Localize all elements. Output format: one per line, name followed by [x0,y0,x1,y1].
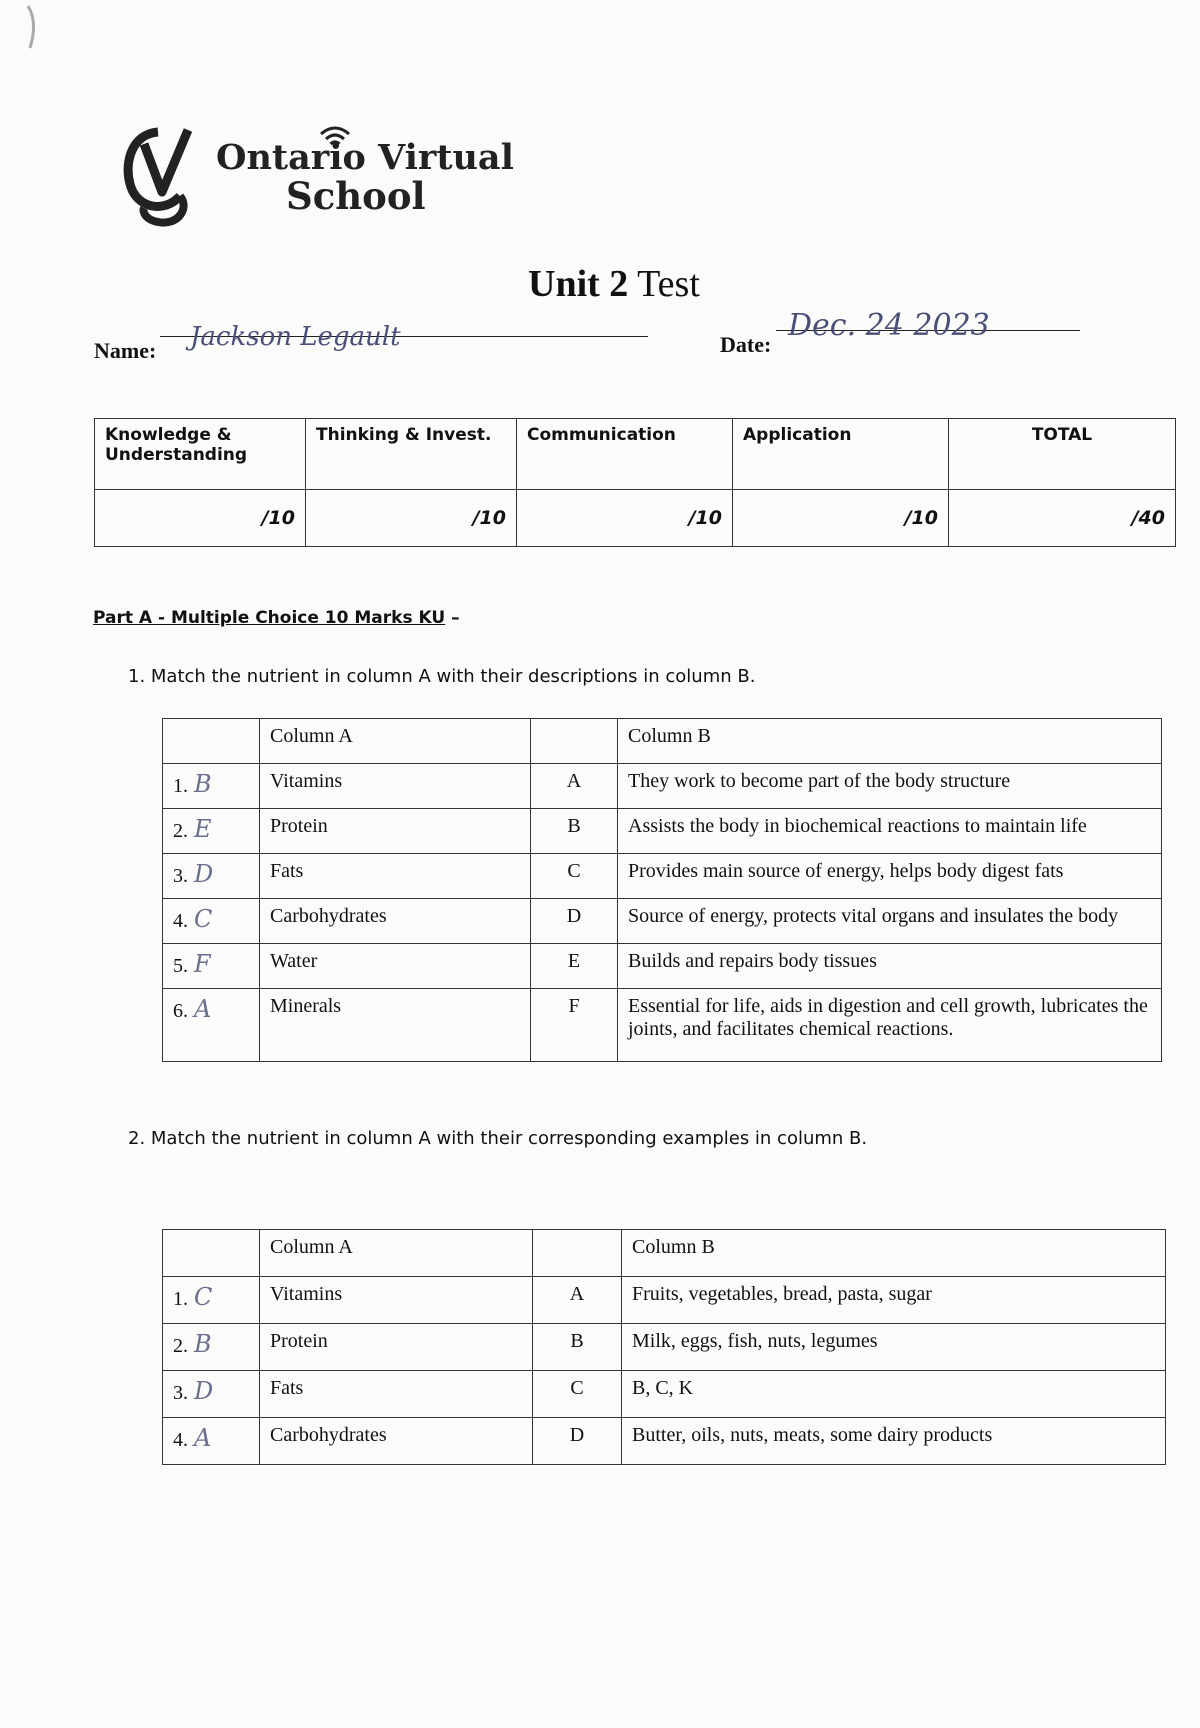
handwritten-answer: F [194,950,211,978]
description-cell: They work to become part of the body structure [618,764,1162,809]
nutrient-cell: Water [260,944,531,989]
row-number-cell [163,989,260,1062]
table-row [163,1324,1166,1371]
q1-header-blank-2 [531,719,618,764]
handwritten-answer: B [194,1330,212,1358]
row-number: 4. [173,1429,188,1451]
nutrient-cell: Carbohydrates [260,1418,533,1465]
q1-header-row [163,719,1162,764]
description-cell: Assists the body in biochemical reactions to maintain life [618,809,1162,854]
score-total: /40 [949,490,1176,547]
table-row [163,944,1162,989]
table-row [163,854,1162,899]
date-value: Dec. 24 2023 [788,308,990,343]
header-thinking: Thinking & Invest. [306,419,517,490]
row-number-cell [163,899,260,944]
row-number: 4. [173,910,188,932]
question-1-table [162,718,1162,1062]
nutrient-cell: Fats [260,854,531,899]
title-rest: Test [628,263,700,305]
date-label: Date: [720,332,772,357]
table-row [163,1277,1166,1324]
marks-table [94,418,1176,547]
letter-cell: C [533,1371,622,1418]
question-1-prompt: 1. Match the nutrient in column A with their descriptions in column B. [128,666,756,687]
wifi-icon [318,125,352,149]
q2-header-row [163,1230,1166,1277]
description-cell: Butter, oils, nuts, meats, some dairy products [622,1418,1166,1465]
header-total: TOTAL [949,419,1176,490]
row-number-cell [163,1418,260,1465]
handwritten-answer: A [194,1424,212,1452]
row-number-cell [163,1277,260,1324]
table-row [163,989,1162,1062]
nutrient-cell: Fats [260,1371,533,1418]
nutrient-cell: Vitamins [260,1277,533,1324]
description-cell: B, C, K [622,1371,1166,1418]
row-number-cell [163,1371,260,1418]
q1-col-b-header: Column B [618,719,1162,764]
nutrient-cell: Vitamins [260,764,531,809]
letter-cell: C [531,854,618,899]
question-2-table [162,1229,1166,1465]
header-communication: Communication [517,419,733,490]
letter-cell: B [531,809,618,854]
letter-cell: D [531,899,618,944]
q2-header-blank [163,1230,260,1277]
header-knowledge: Knowledge & Understanding [95,419,306,490]
table-row [163,809,1162,854]
nutrient-cell: Protein [260,809,531,854]
row-number: 3. [173,865,188,887]
row-number-cell [163,854,260,899]
row-number: 1. [173,1288,188,1310]
marks-score-row [95,490,1176,547]
score-knowledge: /10 [95,490,306,547]
name-label: Name: [94,338,157,363]
letter-cell: D [533,1418,622,1465]
question-2-prompt: 2. Match the nutrient in column A with their corresponding examples in column B. [128,1128,868,1149]
row-number: 2. [173,1335,188,1357]
score-thinking: /10 [306,490,517,547]
q2-col-b-header: Column B [622,1230,1166,1277]
row-number-cell [163,944,260,989]
q1-header-blank [163,719,260,764]
handwritten-answer: A [194,995,212,1023]
description-cell: Source of energy, protects vital organs and insulates the body [618,899,1162,944]
score-communication: /10 [517,490,733,547]
scan-edge-mark [24,4,44,54]
score-application: /10 [733,490,949,547]
q2-header-blank-2 [533,1230,622,1277]
handwritten-answer: E [194,815,212,843]
handwritten-answer: C [194,1283,213,1311]
letter-cell: F [531,989,618,1062]
description-cell: Builds and repairs body tissues [618,944,1162,989]
part-a-title: Part A - Multiple Choice 10 Marks KU [93,608,446,628]
table-row [163,764,1162,809]
description-cell: Essential for life, aids in digestion and cell growth, lubricates the joints, and facilitates chemical reactions. [618,989,1162,1062]
name-value: Jackson Legault [190,322,401,352]
description-cell: Milk, eggs, fish, nuts, legumes [622,1324,1166,1371]
marks-header-row [95,419,1176,490]
handwritten-answer: C [194,905,213,933]
description-cell: Provides main source of energy, helps body digest fats [618,854,1162,899]
ovs-monogram-icon [118,122,206,232]
logo-line-2: School [286,174,426,218]
q1-col-a-header: Column A [260,719,531,764]
description-cell: Fruits, vegetables, bread, pasta, sugar [622,1277,1166,1324]
table-row [163,899,1162,944]
table-row [163,1418,1166,1465]
header-application: Application [733,419,949,490]
row-number: 3. [173,1382,188,1404]
nutrient-cell: Carbohydrates [260,899,531,944]
row-number: 6. [173,1000,188,1022]
title-bold: Unit 2 [528,263,629,305]
row-number: 2. [173,820,188,842]
letter-cell: A [531,764,618,809]
letter-cell: B [533,1324,622,1371]
nutrient-cell: Minerals [260,989,531,1062]
letter-cell: A [533,1277,622,1324]
page-title [528,262,700,306]
part-a-heading [93,608,460,628]
handwritten-answer: D [194,860,214,888]
school-logo [118,122,514,232]
row-number-cell [163,764,260,809]
table-row [163,1371,1166,1418]
handwritten-answer: D [194,1377,214,1405]
part-a-dash: – [445,608,460,628]
handwritten-answer: B [194,770,212,798]
row-number-cell [163,1324,260,1371]
row-number: 5. [173,955,188,977]
q2-col-a-header: Column A [260,1230,533,1277]
nutrient-cell: Protein [260,1324,533,1371]
logo-line-1: Ontario Virtual [216,137,514,178]
letter-cell: E [531,944,618,989]
row-number-cell [163,809,260,854]
row-number: 1. [173,775,188,797]
